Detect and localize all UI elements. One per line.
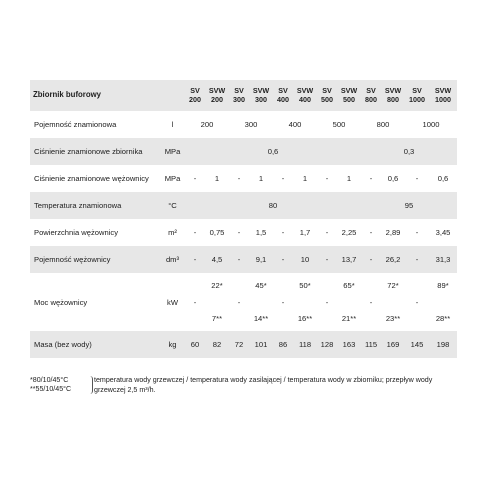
table-cell: 800: [361, 111, 405, 138]
table-cell: 95: [361, 192, 457, 219]
table-cell: 500: [317, 111, 361, 138]
table-cell: 3,45: [429, 219, 457, 246]
table-cell: 169: [381, 331, 405, 358]
table-cell: -: [185, 246, 205, 273]
table-cell: 0,6: [429, 165, 457, 192]
table-cell: 118: [293, 331, 317, 358]
table-row: [30, 138, 457, 165]
table-cell: 22* 7**: [205, 273, 229, 331]
table-cell: 4,5: [205, 246, 229, 273]
col-header: SV 400: [273, 80, 293, 111]
col-header: SVW 400: [293, 80, 317, 111]
table-cell: 128: [317, 331, 337, 358]
table-cell: 300: [229, 111, 273, 138]
table-cell: 60: [185, 331, 205, 358]
row-label: Ciśnienie znamionowe wężownicy: [30, 165, 160, 192]
table-cell: 200: [185, 111, 229, 138]
table-cell: -: [185, 219, 205, 246]
table-cell: -: [361, 273, 381, 331]
table-cell: 0,6: [381, 165, 405, 192]
table-cell: -: [317, 219, 337, 246]
row-unit: kW: [160, 273, 185, 331]
row-unit: m²: [160, 219, 185, 246]
table-cell: 2,25: [337, 219, 361, 246]
table-cell: 65* 21**: [337, 273, 361, 331]
table-cell: -: [317, 273, 337, 331]
footnote-key: *80/10/45°C: [30, 376, 69, 384]
spec-table: [30, 80, 457, 358]
table-row: [30, 273, 457, 331]
table-cell: -: [405, 219, 429, 246]
table-cell: 31,3: [429, 246, 457, 273]
col-header: SVW 800: [381, 80, 405, 111]
table-cell: 0,6: [185, 138, 361, 165]
footnote-keys: [30, 376, 85, 394]
table-cell: -: [361, 246, 381, 273]
row-label: Pojemność wężownicy: [30, 246, 160, 273]
table-cell: -: [361, 219, 381, 246]
col-header: SV 800: [361, 80, 381, 111]
table-cell: 198: [429, 331, 457, 358]
table-cell: -: [229, 273, 249, 331]
row-label: Ciśnienie znamionowe zbiornika: [30, 138, 160, 165]
spec-table-container: [30, 80, 457, 358]
table-row: [30, 246, 457, 273]
table-cell: 2,89: [381, 219, 405, 246]
table-row: [30, 219, 457, 246]
row-label: Temperatura znamionowa: [30, 192, 160, 219]
table-row: [30, 192, 457, 219]
row-unit: l: [160, 111, 185, 138]
table-cell: 26,2: [381, 246, 405, 273]
table-cell: -: [273, 219, 293, 246]
table-cell: 0,75: [205, 219, 229, 246]
row-unit: MPa: [160, 165, 185, 192]
col-header: SV 200: [185, 80, 205, 111]
table-cell: 1: [205, 165, 229, 192]
table-row: [30, 331, 457, 358]
header-row: [30, 80, 457, 111]
col-header: SV 500: [317, 80, 337, 111]
table-cell: -: [185, 165, 205, 192]
row-label: Moc wężownicy: [30, 273, 160, 331]
table-cell: 50* 16**: [293, 273, 317, 331]
table-cell: 1: [293, 165, 317, 192]
table-cell: -: [405, 165, 429, 192]
table-title: Zbiornik buforowy: [30, 80, 160, 111]
col-header: SV 300: [229, 80, 249, 111]
row-label: Masa (bez wody): [30, 331, 160, 358]
table-row: [30, 165, 457, 192]
table-row: [30, 111, 457, 138]
table-cell: 86: [273, 331, 293, 358]
table-cell: 163: [337, 331, 361, 358]
table-cell: 45* 14**: [249, 273, 273, 331]
footnote-key: **55/10/45°C: [30, 385, 72, 393]
table-cell: 9,1: [249, 246, 273, 273]
table-cell: -: [317, 165, 337, 192]
table-cell: -: [405, 246, 429, 273]
table-cell: 10: [293, 246, 317, 273]
table-cell: 400: [273, 111, 317, 138]
table-cell: 80: [185, 192, 361, 219]
col-header: SVW 300: [249, 80, 273, 111]
col-header: SV 1000: [405, 80, 429, 111]
table-cell: 89* 28**: [429, 273, 457, 331]
table-cell: 1: [337, 165, 361, 192]
row-label: Powierzchnia wężownicy: [30, 219, 160, 246]
table-cell: 72: [229, 331, 249, 358]
table-cell: 1,7: [293, 219, 317, 246]
table-cell: 1: [249, 165, 273, 192]
table-cell: 0,3: [361, 138, 457, 165]
table-cell: -: [273, 273, 293, 331]
table-cell: -: [229, 165, 249, 192]
table-cell: -: [405, 273, 429, 331]
col-header: SVW 200: [205, 80, 229, 111]
table-cell: -: [317, 246, 337, 273]
table-cell: -: [229, 219, 249, 246]
table-cell: -: [273, 165, 293, 192]
row-unit: dm³: [160, 246, 185, 273]
row-unit: kg: [160, 331, 185, 358]
table-cell: 145: [405, 331, 429, 358]
table-cell: -: [361, 165, 381, 192]
brace-icon: [86, 376, 93, 394]
table-cell: -: [229, 246, 249, 273]
row-unit: MPa: [160, 138, 185, 165]
row-label: Pojemność znamionowa: [30, 111, 160, 138]
table-cell: 1000: [405, 111, 457, 138]
table-cell: 115: [361, 331, 381, 358]
row-unit: °C: [160, 192, 185, 219]
table-cell: 82: [205, 331, 229, 358]
table-cell: -: [273, 246, 293, 273]
table-cell: 101: [249, 331, 273, 358]
col-header: SVW 500: [337, 80, 361, 111]
table-cell: 72* 23**: [381, 273, 405, 331]
table-cell: -: [185, 273, 205, 331]
table-cell: 1,5: [249, 219, 273, 246]
footnote-text: temperatura wody grzewczej / temperatura wody zasilającej / temperatura wody w zbiorniku; przepływ wody grzewczej 2,5 m³/h.: [94, 376, 433, 394]
col-header: SVW 1000: [429, 80, 457, 111]
table-cell: 13,7: [337, 246, 361, 273]
